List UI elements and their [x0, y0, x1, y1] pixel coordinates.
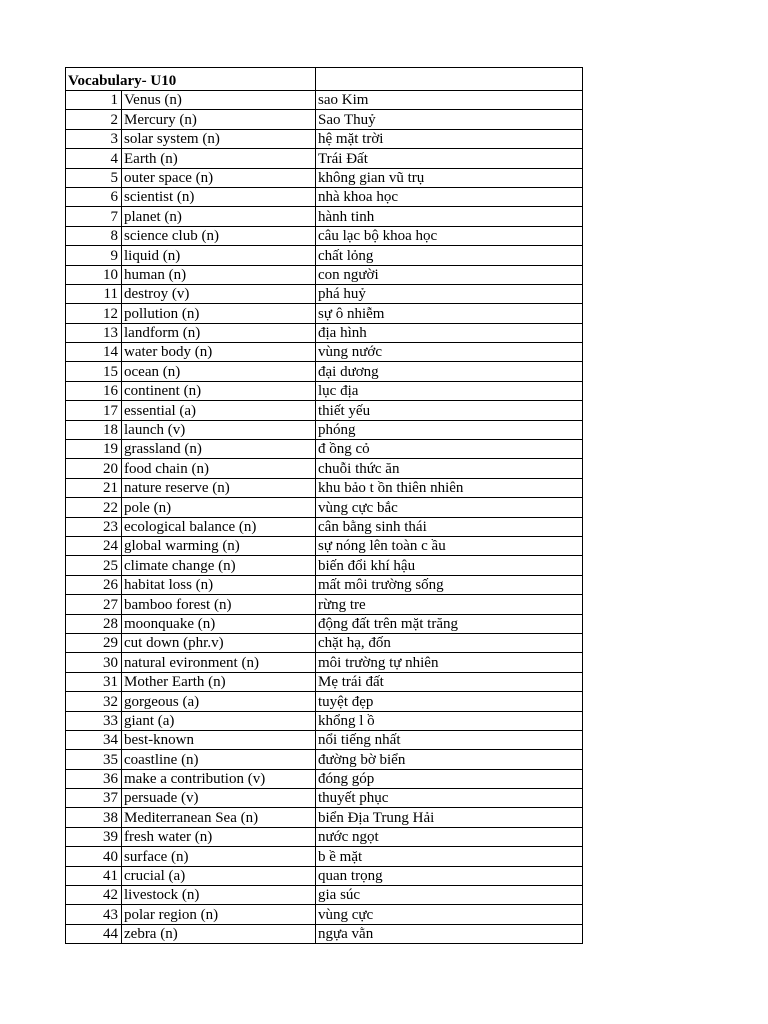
english-term: habitat loss (n) [122, 575, 316, 594]
row-number: 8 [66, 226, 122, 245]
table-row [66, 459, 583, 478]
english-term: pollution (n) [122, 304, 316, 323]
table-row [66, 575, 583, 594]
english-term: giant (a) [122, 711, 316, 730]
table-row [66, 536, 583, 555]
vietnamese-meaning: hành tinh [316, 207, 583, 226]
vietnamese-meaning: nổi tiếng nhất [316, 730, 583, 749]
table-row [66, 672, 583, 691]
english-term: destroy (v) [122, 284, 316, 303]
row-number: 34 [66, 730, 122, 749]
row-number: 2 [66, 110, 122, 129]
row-number: 42 [66, 886, 122, 905]
table-row [66, 110, 583, 129]
table-row [66, 866, 583, 885]
vietnamese-meaning: lục địa [316, 381, 583, 400]
vietnamese-meaning: phóng [316, 420, 583, 439]
row-number: 12 [66, 304, 122, 323]
vietnamese-meaning: khu bảo t ồn thiên nhiên [316, 478, 583, 497]
row-number: 28 [66, 614, 122, 633]
english-term: water body (n) [122, 343, 316, 362]
vietnamese-meaning: gia súc [316, 886, 583, 905]
row-number: 36 [66, 769, 122, 788]
english-term: coastline (n) [122, 750, 316, 769]
vietnamese-meaning: động đất trên mặt trăng [316, 614, 583, 633]
row-number: 16 [66, 381, 122, 400]
row-number: 33 [66, 711, 122, 730]
vietnamese-meaning: quan trọng [316, 866, 583, 885]
table-row [66, 789, 583, 808]
table-row [66, 284, 583, 303]
table-row [66, 362, 583, 381]
english-term: zebra (n) [122, 924, 316, 943]
table-row [66, 265, 583, 284]
row-number: 13 [66, 323, 122, 342]
row-number: 23 [66, 517, 122, 536]
row-number: 43 [66, 905, 122, 924]
english-term: best-known [122, 730, 316, 749]
english-term: natural evironment (n) [122, 653, 316, 672]
row-number: 22 [66, 498, 122, 517]
vietnamese-meaning: Mẹ trái đất [316, 672, 583, 691]
english-term: food chain (n) [122, 459, 316, 478]
row-number: 18 [66, 420, 122, 439]
english-term: landform (n) [122, 323, 316, 342]
vietnamese-meaning: khổng l ồ [316, 711, 583, 730]
vietnamese-meaning: chặt hạ, đốn [316, 633, 583, 652]
row-number: 4 [66, 149, 122, 168]
vietnamese-meaning: ngựa vằn [316, 924, 583, 943]
row-number: 35 [66, 750, 122, 769]
english-term: livestock (n) [122, 886, 316, 905]
table-row [66, 246, 583, 265]
vocabulary-sheet [65, 67, 582, 944]
row-number: 31 [66, 672, 122, 691]
vocabulary-table [65, 67, 583, 944]
vietnamese-meaning: địa hình [316, 323, 583, 342]
table-row [66, 827, 583, 846]
vietnamese-meaning: vùng nước [316, 343, 583, 362]
table-row [66, 207, 583, 226]
table-row [66, 711, 583, 730]
vietnamese-meaning: không gian vũ trụ [316, 168, 583, 187]
table-row [66, 440, 583, 459]
table-row [66, 924, 583, 943]
table-header-row [66, 68, 583, 91]
vietnamese-meaning: chuỗi thức ăn [316, 459, 583, 478]
table-row [66, 769, 583, 788]
row-number: 21 [66, 478, 122, 497]
english-term: human (n) [122, 265, 316, 284]
row-number: 6 [66, 187, 122, 206]
vietnamese-meaning: Trái Đất [316, 149, 583, 168]
vietnamese-meaning: môi trường tự nhiên [316, 653, 583, 672]
table-row [66, 905, 583, 924]
table-row [66, 420, 583, 439]
table-row [66, 91, 583, 110]
english-term: Mother Earth (n) [122, 672, 316, 691]
vietnamese-meaning: thuyết phục [316, 789, 583, 808]
table-row [66, 304, 583, 323]
row-number: 44 [66, 924, 122, 943]
row-number: 9 [66, 246, 122, 265]
english-term: gorgeous (a) [122, 692, 316, 711]
english-term: grassland (n) [122, 440, 316, 459]
english-term: polar region (n) [122, 905, 316, 924]
vietnamese-meaning: vùng cực [316, 905, 583, 924]
row-number: 1 [66, 91, 122, 110]
sheet-title: Vocabulary- U10 [66, 68, 316, 91]
english-term: scientist (n) [122, 187, 316, 206]
table-row [66, 653, 583, 672]
english-term: crucial (a) [122, 866, 316, 885]
english-term: ecological balance (n) [122, 517, 316, 536]
row-number: 38 [66, 808, 122, 827]
english-term: Venus (n) [122, 91, 316, 110]
table-row [66, 692, 583, 711]
table-row [66, 149, 583, 168]
row-number: 3 [66, 129, 122, 148]
table-row [66, 556, 583, 575]
english-term: fresh water (n) [122, 827, 316, 846]
table-row [66, 595, 583, 614]
vietnamese-meaning: tuyệt đẹp [316, 692, 583, 711]
english-term: launch (v) [122, 420, 316, 439]
vietnamese-meaning: biển Địa Trung Hải [316, 808, 583, 827]
vietnamese-meaning: nước ngọt [316, 827, 583, 846]
table-row [66, 614, 583, 633]
vietnamese-meaning: thiết yếu [316, 401, 583, 420]
row-number: 5 [66, 168, 122, 187]
english-term: liquid (n) [122, 246, 316, 265]
table-row [66, 187, 583, 206]
table-row [66, 633, 583, 652]
vietnamese-meaning: cân bằng sinh thái [316, 517, 583, 536]
vietnamese-meaning: đóng góp [316, 769, 583, 788]
english-term: pole (n) [122, 498, 316, 517]
row-number: 14 [66, 343, 122, 362]
vietnamese-meaning: phá huỷ [316, 284, 583, 303]
table-row [66, 343, 583, 362]
english-term: global warming (n) [122, 536, 316, 555]
english-term: bamboo forest (n) [122, 595, 316, 614]
row-number: 10 [66, 265, 122, 284]
vietnamese-meaning: câu lạc bộ khoa học [316, 226, 583, 245]
vietnamese-meaning: b ề mặt [316, 847, 583, 866]
table-row [66, 517, 583, 536]
row-number: 17 [66, 401, 122, 420]
vocabulary-table-body [66, 68, 583, 944]
table-row [66, 478, 583, 497]
english-term: planet (n) [122, 207, 316, 226]
english-term: nature reserve (n) [122, 478, 316, 497]
row-number: 11 [66, 284, 122, 303]
vietnamese-meaning: sự nóng lên toàn c ầu [316, 536, 583, 555]
english-term: Mediterranean Sea (n) [122, 808, 316, 827]
row-number: 37 [66, 789, 122, 808]
vietnamese-meaning: đường bờ biển [316, 750, 583, 769]
table-row [66, 401, 583, 420]
row-number: 41 [66, 866, 122, 885]
english-term: ocean (n) [122, 362, 316, 381]
english-term: surface (n) [122, 847, 316, 866]
english-term: persuade (v) [122, 789, 316, 808]
row-number: 39 [66, 827, 122, 846]
vietnamese-meaning: rừng tre [316, 595, 583, 614]
row-number: 19 [66, 440, 122, 459]
vietnamese-meaning: biến đổi khí hậu [316, 556, 583, 575]
header-right-cell [316, 68, 583, 91]
row-number: 25 [66, 556, 122, 575]
row-number: 24 [66, 536, 122, 555]
vietnamese-meaning: Sao Thuỷ [316, 110, 583, 129]
row-number: 30 [66, 653, 122, 672]
table-row [66, 226, 583, 245]
vietnamese-meaning: chất lỏng [316, 246, 583, 265]
vietnamese-meaning: sự ô nhiễm [316, 304, 583, 323]
english-term: Mercury (n) [122, 110, 316, 129]
row-number: 27 [66, 595, 122, 614]
english-term: solar system (n) [122, 129, 316, 148]
table-row [66, 381, 583, 400]
english-term: climate change (n) [122, 556, 316, 575]
vietnamese-meaning: đ ồng cỏ [316, 440, 583, 459]
english-term: continent (n) [122, 381, 316, 400]
english-term: make a contribution (v) [122, 769, 316, 788]
table-row [66, 847, 583, 866]
english-term: outer space (n) [122, 168, 316, 187]
row-number: 20 [66, 459, 122, 478]
row-number: 7 [66, 207, 122, 226]
row-number: 29 [66, 633, 122, 652]
table-row [66, 808, 583, 827]
table-row [66, 498, 583, 517]
row-number: 32 [66, 692, 122, 711]
table-row [66, 129, 583, 148]
table-row [66, 323, 583, 342]
table-row [66, 730, 583, 749]
table-row [66, 168, 583, 187]
table-row [66, 750, 583, 769]
vietnamese-meaning: đại dương [316, 362, 583, 381]
vietnamese-meaning: mất môi trường sống [316, 575, 583, 594]
row-number: 40 [66, 847, 122, 866]
vietnamese-meaning: sao Kim [316, 91, 583, 110]
table-row [66, 886, 583, 905]
vietnamese-meaning: vùng cực bắc [316, 498, 583, 517]
row-number: 26 [66, 575, 122, 594]
vietnamese-meaning: nhà khoa học [316, 187, 583, 206]
english-term: Earth (n) [122, 149, 316, 168]
english-term: essential (a) [122, 401, 316, 420]
english-term: science club (n) [122, 226, 316, 245]
english-term: cut down (phr.v) [122, 633, 316, 652]
vietnamese-meaning: hệ mặt trời [316, 129, 583, 148]
row-number: 15 [66, 362, 122, 381]
english-term: moonquake (n) [122, 614, 316, 633]
vietnamese-meaning: con người [316, 265, 583, 284]
